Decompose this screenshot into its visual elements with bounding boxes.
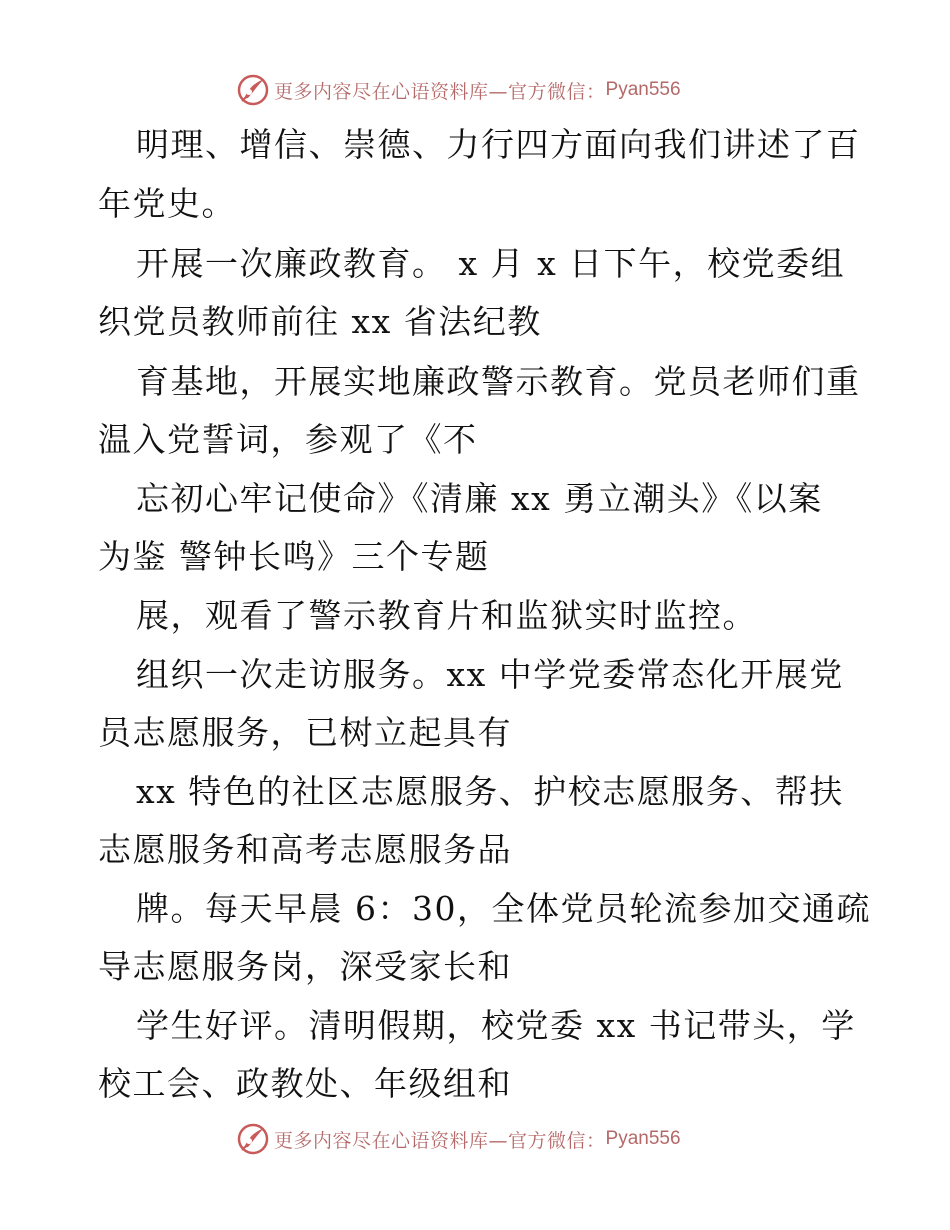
text-line: 育基地，开展实地廉政警示教育。党员老师们重 bbox=[136, 362, 861, 401]
quill-logo-icon bbox=[236, 1122, 270, 1156]
header-watermark-banner bbox=[236, 70, 681, 110]
text-line: 员志愿服务，已树立起具有 bbox=[98, 713, 512, 752]
text-line: 志愿服务和高考志愿服务品 bbox=[98, 830, 512, 869]
text-line: 校工会、政教处、年级组和 bbox=[98, 1064, 512, 1103]
text-line: 忘初心牢记使命》《清廉 xx 勇立潮头》《以案 bbox=[136, 479, 823, 518]
header-banner-id: Pyan556 bbox=[605, 79, 681, 100]
text-line: 学生好评。清明假期，校党委 xx 书记带头，学 bbox=[136, 1006, 856, 1045]
text-line: 年党史。 bbox=[98, 184, 236, 223]
text-line: 明理、增信、崇德、力行四方面向我们讲述了百 bbox=[136, 125, 861, 164]
quill-logo-icon bbox=[236, 73, 270, 107]
text-line: 展，观看了警示教育片和监狱实时监控。 bbox=[136, 596, 757, 635]
footer-banner-id: Pyan556 bbox=[605, 1128, 681, 1149]
text-line: 开展一次廉政教育。 x 月 x 日下午，校党委组 bbox=[136, 244, 846, 283]
header-banner-text: 更多内容尽在心语资料库—官方微信： bbox=[274, 80, 606, 103]
text-line: 织党员教师前往 xx 省法纪教 bbox=[98, 302, 542, 341]
text-line: 为鉴 警钟长鸣》三个专题 bbox=[98, 537, 490, 576]
text-line: 牌。每天早晨 6：30，全体党员轮流参加交通疏 bbox=[136, 889, 871, 928]
text-line: xx 特色的社区志愿服务、护校志愿服务、帮扶 bbox=[136, 772, 844, 811]
footer-banner-text: 更多内容尽在心语资料库—官方微信： bbox=[274, 1129, 606, 1152]
footer-watermark-banner bbox=[236, 1119, 681, 1159]
text-line: 组织一次走访服务。xx 中学党委常态化开展党 bbox=[136, 655, 844, 694]
text-line: 温入党誓词，参观了《不 bbox=[98, 420, 478, 459]
text-line: 导志愿服务岗，深受家长和 bbox=[98, 947, 512, 986]
